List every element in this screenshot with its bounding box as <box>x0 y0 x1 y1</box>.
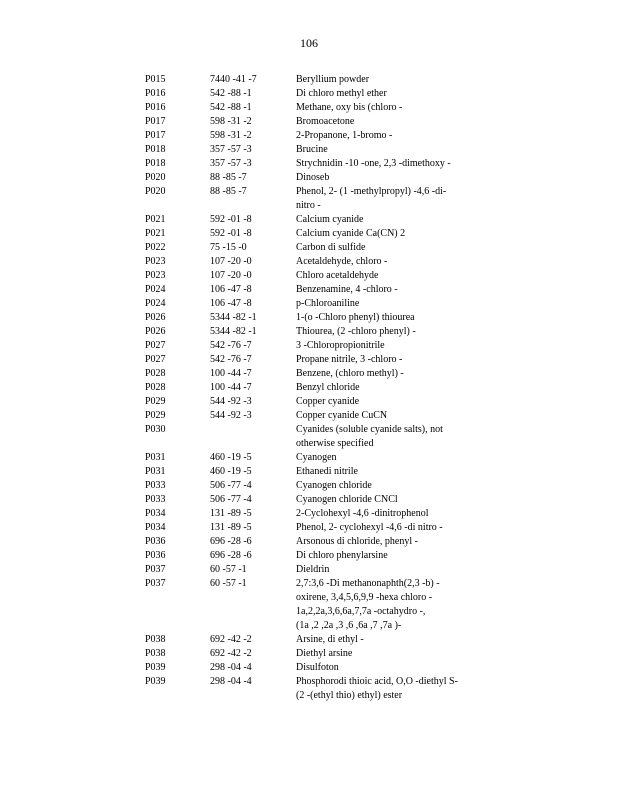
table-row <box>145 73 490 87</box>
cas-number: 506 -77 -4 <box>210 480 252 491</box>
waste-code: P029 <box>145 410 166 421</box>
cas-number: 542 -88 -1 <box>210 102 252 113</box>
cas-number: 696 -28 -6 <box>210 550 252 561</box>
cas-number: 100 -44 -7 <box>210 368 252 379</box>
cas-number: 5344 -82 -1 <box>210 312 257 323</box>
table-row <box>145 87 490 101</box>
chemical-name: Benzene, (chloro methyl) - <box>296 368 404 379</box>
table-row <box>145 283 490 297</box>
waste-code: P020 <box>145 172 166 183</box>
table-row <box>145 675 490 703</box>
cas-number: 544 -92 -3 <box>210 396 252 407</box>
chemical-name: Phenol, 2- cyclohexyl -4,6 -di nitro - <box>296 522 443 533</box>
table-row <box>145 423 490 451</box>
cas-number: 460 -19 -5 <box>210 452 252 463</box>
chemical-name: Copper cyanide <box>296 396 360 407</box>
table-row <box>145 493 490 507</box>
waste-code: P036 <box>145 550 166 561</box>
cas-number: 357 -57 -3 <box>210 144 252 155</box>
waste-code: P024 <box>145 298 166 309</box>
waste-code: P031 <box>145 452 166 463</box>
chemical-name: Cyanogen chloride <box>296 480 372 491</box>
waste-code: P017 <box>145 116 166 127</box>
chemical-name: Arsine, di ethyl - <box>296 634 364 645</box>
table-row <box>145 521 490 535</box>
waste-code: P023 <box>145 256 166 267</box>
cas-number: 542 -76 -7 <box>210 354 252 365</box>
waste-code: P026 <box>145 326 166 337</box>
page-number: 106 <box>300 36 318 50</box>
waste-code: P026 <box>145 312 166 323</box>
cas-number: 696 -28 -6 <box>210 536 252 547</box>
waste-code: P039 <box>145 676 166 687</box>
waste-code: P021 <box>145 214 166 225</box>
table-row <box>145 549 490 563</box>
waste-code: P021 <box>145 228 166 239</box>
cas-number: 106 -47 -8 <box>210 284 252 295</box>
table-row <box>145 129 490 143</box>
chemical-name: Bromoacetone <box>296 116 355 127</box>
chemical-name: 2-Propanone, 1-bromo - <box>296 130 393 141</box>
chemical-name: Strychnidin -10 -one, 2,3 -dimethoxy - <box>296 158 451 169</box>
waste-code: P027 <box>145 340 166 351</box>
chemical-name: Acetaldehyde, chloro - <box>296 256 388 267</box>
cas-number: 75 -15 -0 <box>210 242 247 253</box>
waste-code: P034 <box>145 508 166 519</box>
table-row <box>145 297 490 311</box>
table-row <box>145 633 490 647</box>
waste-code: P037 <box>145 564 166 575</box>
chemical-name: Carbon di sulfide <box>296 242 366 253</box>
waste-code: P022 <box>145 242 166 253</box>
waste-code: P028 <box>145 382 166 393</box>
waste-code: P017 <box>145 130 166 141</box>
table-row <box>145 535 490 549</box>
waste-code: P033 <box>145 494 166 505</box>
cas-number: 692 -42 -2 <box>210 634 252 645</box>
chemical-name: Brucine <box>296 144 328 155</box>
table-row <box>145 157 490 171</box>
table-row <box>145 115 490 129</box>
chemical-name: Phosphorodi thioic acid, O,O -diethyl S- (2 -(ethyl thio) ethyl) ester <box>296 676 458 701</box>
table-row <box>145 381 490 395</box>
table-row <box>145 101 490 115</box>
cas-number: 88 -85 -7 <box>210 186 247 197</box>
table-row <box>145 227 490 241</box>
chemical-name: 3 -Chloropropionitrile <box>296 340 385 351</box>
cas-number: 542 -76 -7 <box>210 340 252 351</box>
waste-code: P023 <box>145 270 166 281</box>
table-row <box>145 269 490 283</box>
table-row <box>145 409 490 423</box>
waste-code: P020 <box>145 186 166 197</box>
cas-number: 298 -04 -4 <box>210 662 252 673</box>
waste-code: P018 <box>145 158 166 169</box>
waste-code: P033 <box>145 480 166 491</box>
waste-code: P039 <box>145 662 166 673</box>
cas-number: 298 -04 -4 <box>210 676 252 687</box>
table-row <box>145 577 490 633</box>
waste-code: P015 <box>145 74 166 85</box>
chemical-name: p-Chloroaniline <box>296 298 360 309</box>
table-row <box>145 311 490 325</box>
cas-number: 598 -31 -2 <box>210 130 252 141</box>
table-row <box>145 213 490 227</box>
table-row <box>145 325 490 339</box>
waste-code: P031 <box>145 466 166 477</box>
chemical-name: Calcium cyanide <box>296 214 364 225</box>
cas-number: 592 -01 -8 <box>210 228 252 239</box>
cas-number: 88 -85 -7 <box>210 172 247 183</box>
waste-code: P016 <box>145 88 166 99</box>
chemical-name: Calcium cyanide Ca(CN) 2 <box>296 228 406 239</box>
cas-number: 7440 -41 -7 <box>210 74 257 85</box>
cas-number: 460 -19 -5 <box>210 466 252 477</box>
cas-number: 60 -57 -1 <box>210 564 247 575</box>
cas-number: 131 -89 -5 <box>210 508 252 519</box>
table-row <box>145 647 490 661</box>
waste-code: P027 <box>145 354 166 365</box>
chemical-name: Di chloro methyl ether <box>296 88 387 99</box>
cas-number: 107 -20 -0 <box>210 256 252 267</box>
cas-number: 100 -44 -7 <box>210 382 252 393</box>
chemical-name: Propane nitrile, 3 -chloro - <box>296 354 403 365</box>
waste-code: P018 <box>145 144 166 155</box>
table-row <box>145 507 490 521</box>
table-row <box>145 171 490 185</box>
chemical-name: Arsonous di chloride, phenyl - <box>296 536 418 547</box>
cas-number: 107 -20 -0 <box>210 270 252 281</box>
cas-number: 60 -57 -1 <box>210 578 247 589</box>
chemical-name: Thiourea, (2 -chloro phenyl) - <box>296 326 416 337</box>
waste-code: P038 <box>145 634 166 645</box>
cas-number: 592 -01 -8 <box>210 214 252 225</box>
chemical-name: Beryllium powder <box>296 74 370 85</box>
cas-number: 5344 -82 -1 <box>210 326 257 337</box>
table-row <box>145 241 490 255</box>
chemical-name: Cyanogen <box>296 452 337 463</box>
table-row <box>145 451 490 465</box>
cas-number: 106 -47 -8 <box>210 298 252 309</box>
waste-code: P038 <box>145 648 166 659</box>
chemical-name: Benzenamine, 4 -chloro - <box>296 284 398 295</box>
chemical-name: Dinoseb <box>296 172 330 183</box>
chemical-name: Phenol, 2- (1 -methylpropyl) -4,6 -di- nitro - <box>296 186 447 211</box>
waste-code: P034 <box>145 522 166 533</box>
table-row <box>145 661 490 675</box>
waste-code: P024 <box>145 284 166 295</box>
waste-code: P036 <box>145 536 166 547</box>
table-row <box>145 143 490 157</box>
waste-code: P029 <box>145 396 166 407</box>
chemical-name: 1-(o -Chloro phenyl) thiourea <box>296 312 415 323</box>
cas-number: 692 -42 -2 <box>210 648 252 659</box>
table-row <box>145 367 490 381</box>
chemical-name: Benzyl chloride <box>296 382 360 393</box>
chemical-name: 2-Cyclohexyl -4,6 -dinitrophenol <box>296 508 429 519</box>
chemical-name: Methane, oxy bis (chloro - <box>296 102 403 113</box>
table-row <box>145 479 490 493</box>
table-row <box>145 395 490 409</box>
waste-code: P028 <box>145 368 166 379</box>
waste-code: P030 <box>145 424 166 435</box>
cas-number: 506 -77 -4 <box>210 494 252 505</box>
table-row <box>145 185 490 213</box>
table-row <box>145 255 490 269</box>
hazardous-waste-table <box>145 73 490 703</box>
cas-number: 544 -92 -3 <box>210 410 252 421</box>
cas-number: 357 -57 -3 <box>210 158 252 169</box>
chemical-name: Diethyl arsine <box>296 648 353 659</box>
table-row <box>145 353 490 367</box>
chemical-name: Copper cyanide CuCN <box>296 410 388 421</box>
chemical-name: 2,7:3,6 -Di methanonaphth(2,3 -b) - oxirene, 3,4,5,6,9,9 -hexa chloro - 1a,2,2a,3,6,6a,7,7a -octahydro -, (1a ,2 ,2a ,3 ,6 ,6a ,7 ,7a )- <box>296 578 440 631</box>
chemical-name: Cyanides (soluble cyanide salts), not otherwise specified <box>296 424 443 449</box>
table-row <box>145 339 490 353</box>
chemical-name: Di chloro phenylarsine <box>296 550 388 561</box>
waste-code: P016 <box>145 102 166 113</box>
waste-code: P037 <box>145 578 166 589</box>
table-row <box>145 465 490 479</box>
cas-number: 542 -88 -1 <box>210 88 252 99</box>
chemical-name: Chloro acetaldehyde <box>296 270 379 281</box>
chemical-name: Cyanogen chloride CNCl <box>296 494 398 505</box>
cas-number: 131 -89 -5 <box>210 522 252 533</box>
chemical-name: Disulfoton <box>296 662 339 673</box>
chemical-name: Dieldrin <box>296 564 330 575</box>
cas-number: 598 -31 -2 <box>210 116 252 127</box>
table-row <box>145 563 490 577</box>
chemical-name: Ethanedi nitrile <box>296 466 358 477</box>
